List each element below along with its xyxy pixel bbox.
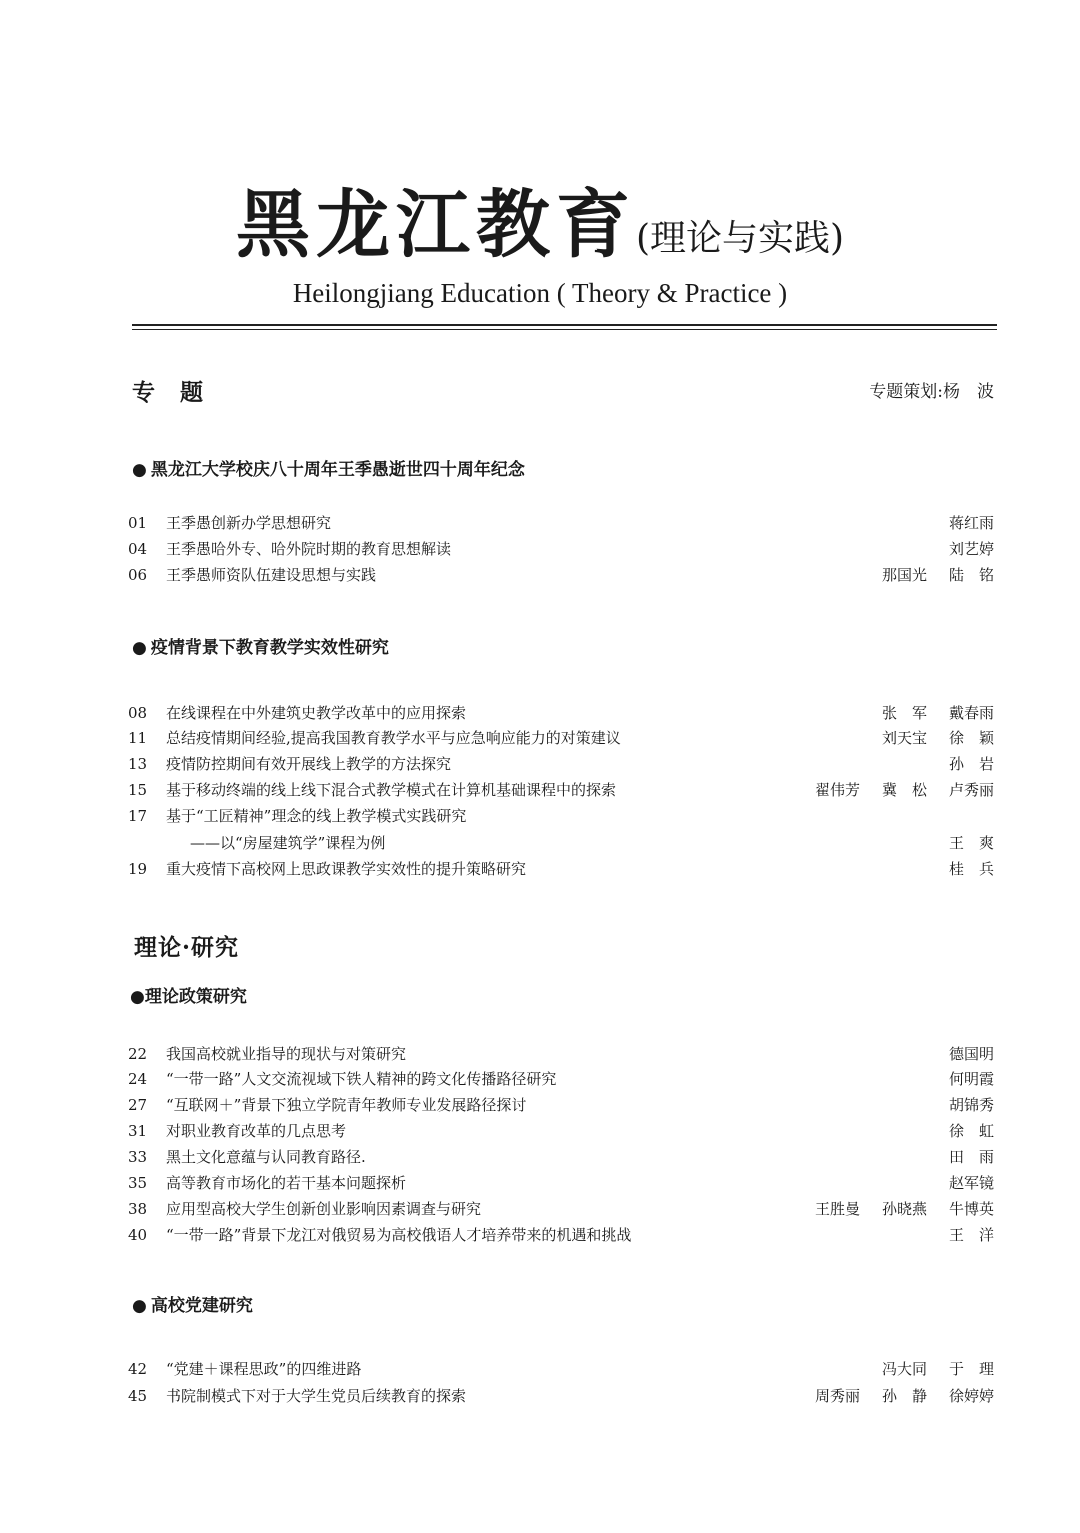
toc-entry: [128, 1223, 994, 1247]
article-title: 疫情防控期间有效开展线上教学的方法探究: [166, 755, 452, 773]
author-name: 卢秀丽: [948, 781, 994, 799]
article-authors: [860, 701, 994, 725]
header-rule-thick: [132, 324, 997, 326]
page-number: 08: [128, 704, 148, 722]
article-title: 在线课程在中外建筑史教学改革中的应用探索: [166, 704, 467, 722]
article-title: “互联网＋”背景下独立学院青年教师专业发展路径探讨: [166, 1096, 527, 1114]
toc-entry: [128, 1093, 994, 1117]
toc-entry: [128, 778, 994, 802]
page-number: 33: [128, 1148, 148, 1166]
bullet-icon: ●: [130, 987, 145, 1007]
article-authors: [927, 1223, 994, 1247]
author-name: 刘天宝: [881, 729, 927, 747]
toc-entry: [128, 511, 994, 535]
toc-entry: [128, 701, 994, 725]
page-number: 01: [128, 514, 148, 532]
author-name: 徐婷婷: [948, 1387, 994, 1405]
page-number: 24: [128, 1070, 148, 1088]
page-number: 27: [128, 1096, 148, 1114]
toc-entry: [128, 537, 994, 561]
article-title: 重大疫情下高校网上思政课教学实效性的提升策略研究: [166, 860, 527, 878]
journal-name: 黑龙江教育: [235, 182, 636, 268]
page-number: 11: [128, 729, 148, 747]
article-authors: [927, 1171, 994, 1195]
article-title: 黑土文化意蕴与认同教育路径.: [166, 1148, 366, 1166]
article-title: 王季愚哈外专、哈外院时期的教育思想解读: [166, 540, 452, 558]
journal-title-cn: [0, 182, 1080, 268]
article-title: 总结疫情期间经验,提高我国教育教学水平与应急响应能力的对策建议: [166, 729, 621, 747]
author-name: 孙 岩: [948, 755, 994, 773]
author-name: 赵军镜: [948, 1174, 994, 1192]
article-title: 我国高校就业指导的现状与对策研究: [166, 1045, 407, 1063]
author-name: 桂 兵: [948, 860, 994, 878]
author-name: 蒋红雨: [948, 514, 994, 532]
article-authors: [927, 1145, 994, 1169]
header-rule-thin: [132, 329, 997, 330]
article-authors: [793, 778, 994, 802]
page-number: 04: [128, 540, 148, 558]
toc-entry: [128, 726, 994, 750]
author-name: 王 爽: [948, 834, 994, 852]
article-authors: [927, 1093, 994, 1117]
author-name: 田 雨: [948, 1148, 994, 1166]
article-title: “党建＋课程思政”的四维进路: [166, 1360, 362, 1378]
article-authors: [793, 1384, 994, 1408]
page-number: 17: [128, 807, 148, 825]
toc-entry: [128, 857, 994, 881]
author-name: 孙 静: [881, 1387, 927, 1405]
article-authors: [860, 1357, 994, 1381]
article-authors: [860, 726, 994, 750]
toc-entry: [128, 831, 994, 855]
bullet-icon: ●: [132, 638, 147, 658]
toc-entry: [128, 1171, 994, 1195]
toc-entry: [128, 1145, 994, 1169]
article-authors: [860, 563, 994, 587]
article-title: 高等教育市场化的若干基本问题探析: [166, 1174, 407, 1192]
subsection-heading: [132, 633, 389, 658]
subsection-title: 理论政策研究: [144, 987, 247, 1007]
author-name: 那国光: [881, 566, 927, 584]
bullet-icon: ●: [132, 1296, 147, 1316]
toc-entry: [128, 1384, 994, 1408]
page-number: 13: [128, 755, 148, 773]
author-name: 牛博英: [948, 1200, 994, 1218]
article-authors: [927, 1042, 994, 1066]
article-title: “一带一路”背景下龙江对俄贸易为高校俄语人才培养带来的机遇和挑战: [166, 1226, 632, 1244]
toc-entry: [128, 1357, 994, 1381]
author-name: 陆 铭: [948, 566, 994, 584]
article-authors: [793, 1197, 994, 1221]
page-number: 42: [128, 1360, 148, 1378]
author-name: 王胜曼: [814, 1200, 860, 1218]
subsection-title: 黑龙江大学校庆八十周年王季愚逝世四十周年纪念: [150, 460, 525, 480]
subsection-heading: [130, 982, 247, 1007]
subsection-heading: [132, 1291, 253, 1316]
toc-entry: [128, 1119, 994, 1143]
author-name: 翟伟芳: [814, 781, 860, 799]
article-title: 基于“工匠精神”理念的线上教学模式实践研究: [166, 807, 467, 825]
article-authors: [927, 537, 994, 561]
author-name: 徐 虹: [948, 1122, 994, 1140]
page-number: 19: [128, 860, 148, 878]
subsection-heading: [132, 455, 525, 480]
page-number: 31: [128, 1122, 148, 1140]
page-number: 35: [128, 1174, 148, 1192]
article-authors: [927, 857, 994, 881]
author-name: 王 洋: [948, 1226, 994, 1244]
toc-entry: [128, 752, 994, 776]
page-number: 45: [128, 1387, 148, 1405]
author-name: 何明霞: [948, 1070, 994, 1088]
page-number: 40: [128, 1226, 148, 1244]
author-name: 张 军: [881, 704, 927, 722]
article-authors: [927, 1119, 994, 1143]
article-title: “一带一路”人文交流视域下铁人精神的跨文化传播路径研究: [166, 1070, 557, 1088]
author-name: 于 理: [948, 1360, 994, 1378]
toc-entry: [128, 1042, 994, 1066]
article-title: 王季愚师资队伍建设思想与实践: [166, 566, 377, 584]
author-name: 徐 颖: [948, 729, 994, 747]
toc-entry: [128, 804, 994, 828]
subsection-title: 疫情背景下教育教学实效性研究: [150, 638, 389, 658]
subsection-title: 高校党建研究: [150, 1296, 253, 1316]
page-number: 06: [128, 566, 148, 584]
toc-entry: [128, 1067, 994, 1091]
section-heading-theory: 理论·研究: [134, 934, 240, 961]
author-name: 冀 松: [881, 781, 927, 799]
article-title: ——以“房屋建筑学”课程为例: [190, 834, 386, 852]
article-title: 王季愚创新办学思想研究: [166, 514, 332, 532]
journal-subtitle: (理论与实践): [635, 218, 845, 259]
page-number: 38: [128, 1200, 148, 1218]
article-authors: [927, 511, 994, 535]
page-number: 15: [128, 781, 148, 799]
author-name: 德国明: [948, 1045, 994, 1063]
article-title: 对职业教育改革的几点思考: [166, 1122, 347, 1140]
article-title: 基于移动终端的线上线下混合式教学模式在计算机基础课程中的探索: [166, 781, 617, 799]
toc-entry: [128, 563, 994, 587]
author-name: 周秀丽: [814, 1387, 860, 1405]
author-name: 戴春雨: [948, 704, 994, 722]
page-number: 22: [128, 1045, 148, 1063]
author-name: 冯大同: [881, 1360, 927, 1378]
journal-title-en: Heilongjiang Education ( Theory & Practice ): [292, 278, 788, 308]
article-authors: [927, 1067, 994, 1091]
author-name: 孙晓燕: [881, 1200, 927, 1218]
article-title: 应用型高校大学生创新创业影响因素调查与研究: [166, 1200, 482, 1218]
author-name: 胡锦秀: [948, 1096, 994, 1114]
article-title: 书院制模式下对于大学生党员后续教育的探索: [166, 1387, 467, 1405]
article-authors: [927, 831, 994, 855]
article-authors: [927, 752, 994, 776]
topic-planner: 专题策划:杨 波: [869, 382, 994, 402]
author-name: 刘艺婷: [948, 540, 994, 558]
bullet-icon: ●: [132, 460, 147, 480]
toc-entry: [128, 1197, 994, 1221]
section-heading-special: 专 题: [132, 379, 204, 406]
